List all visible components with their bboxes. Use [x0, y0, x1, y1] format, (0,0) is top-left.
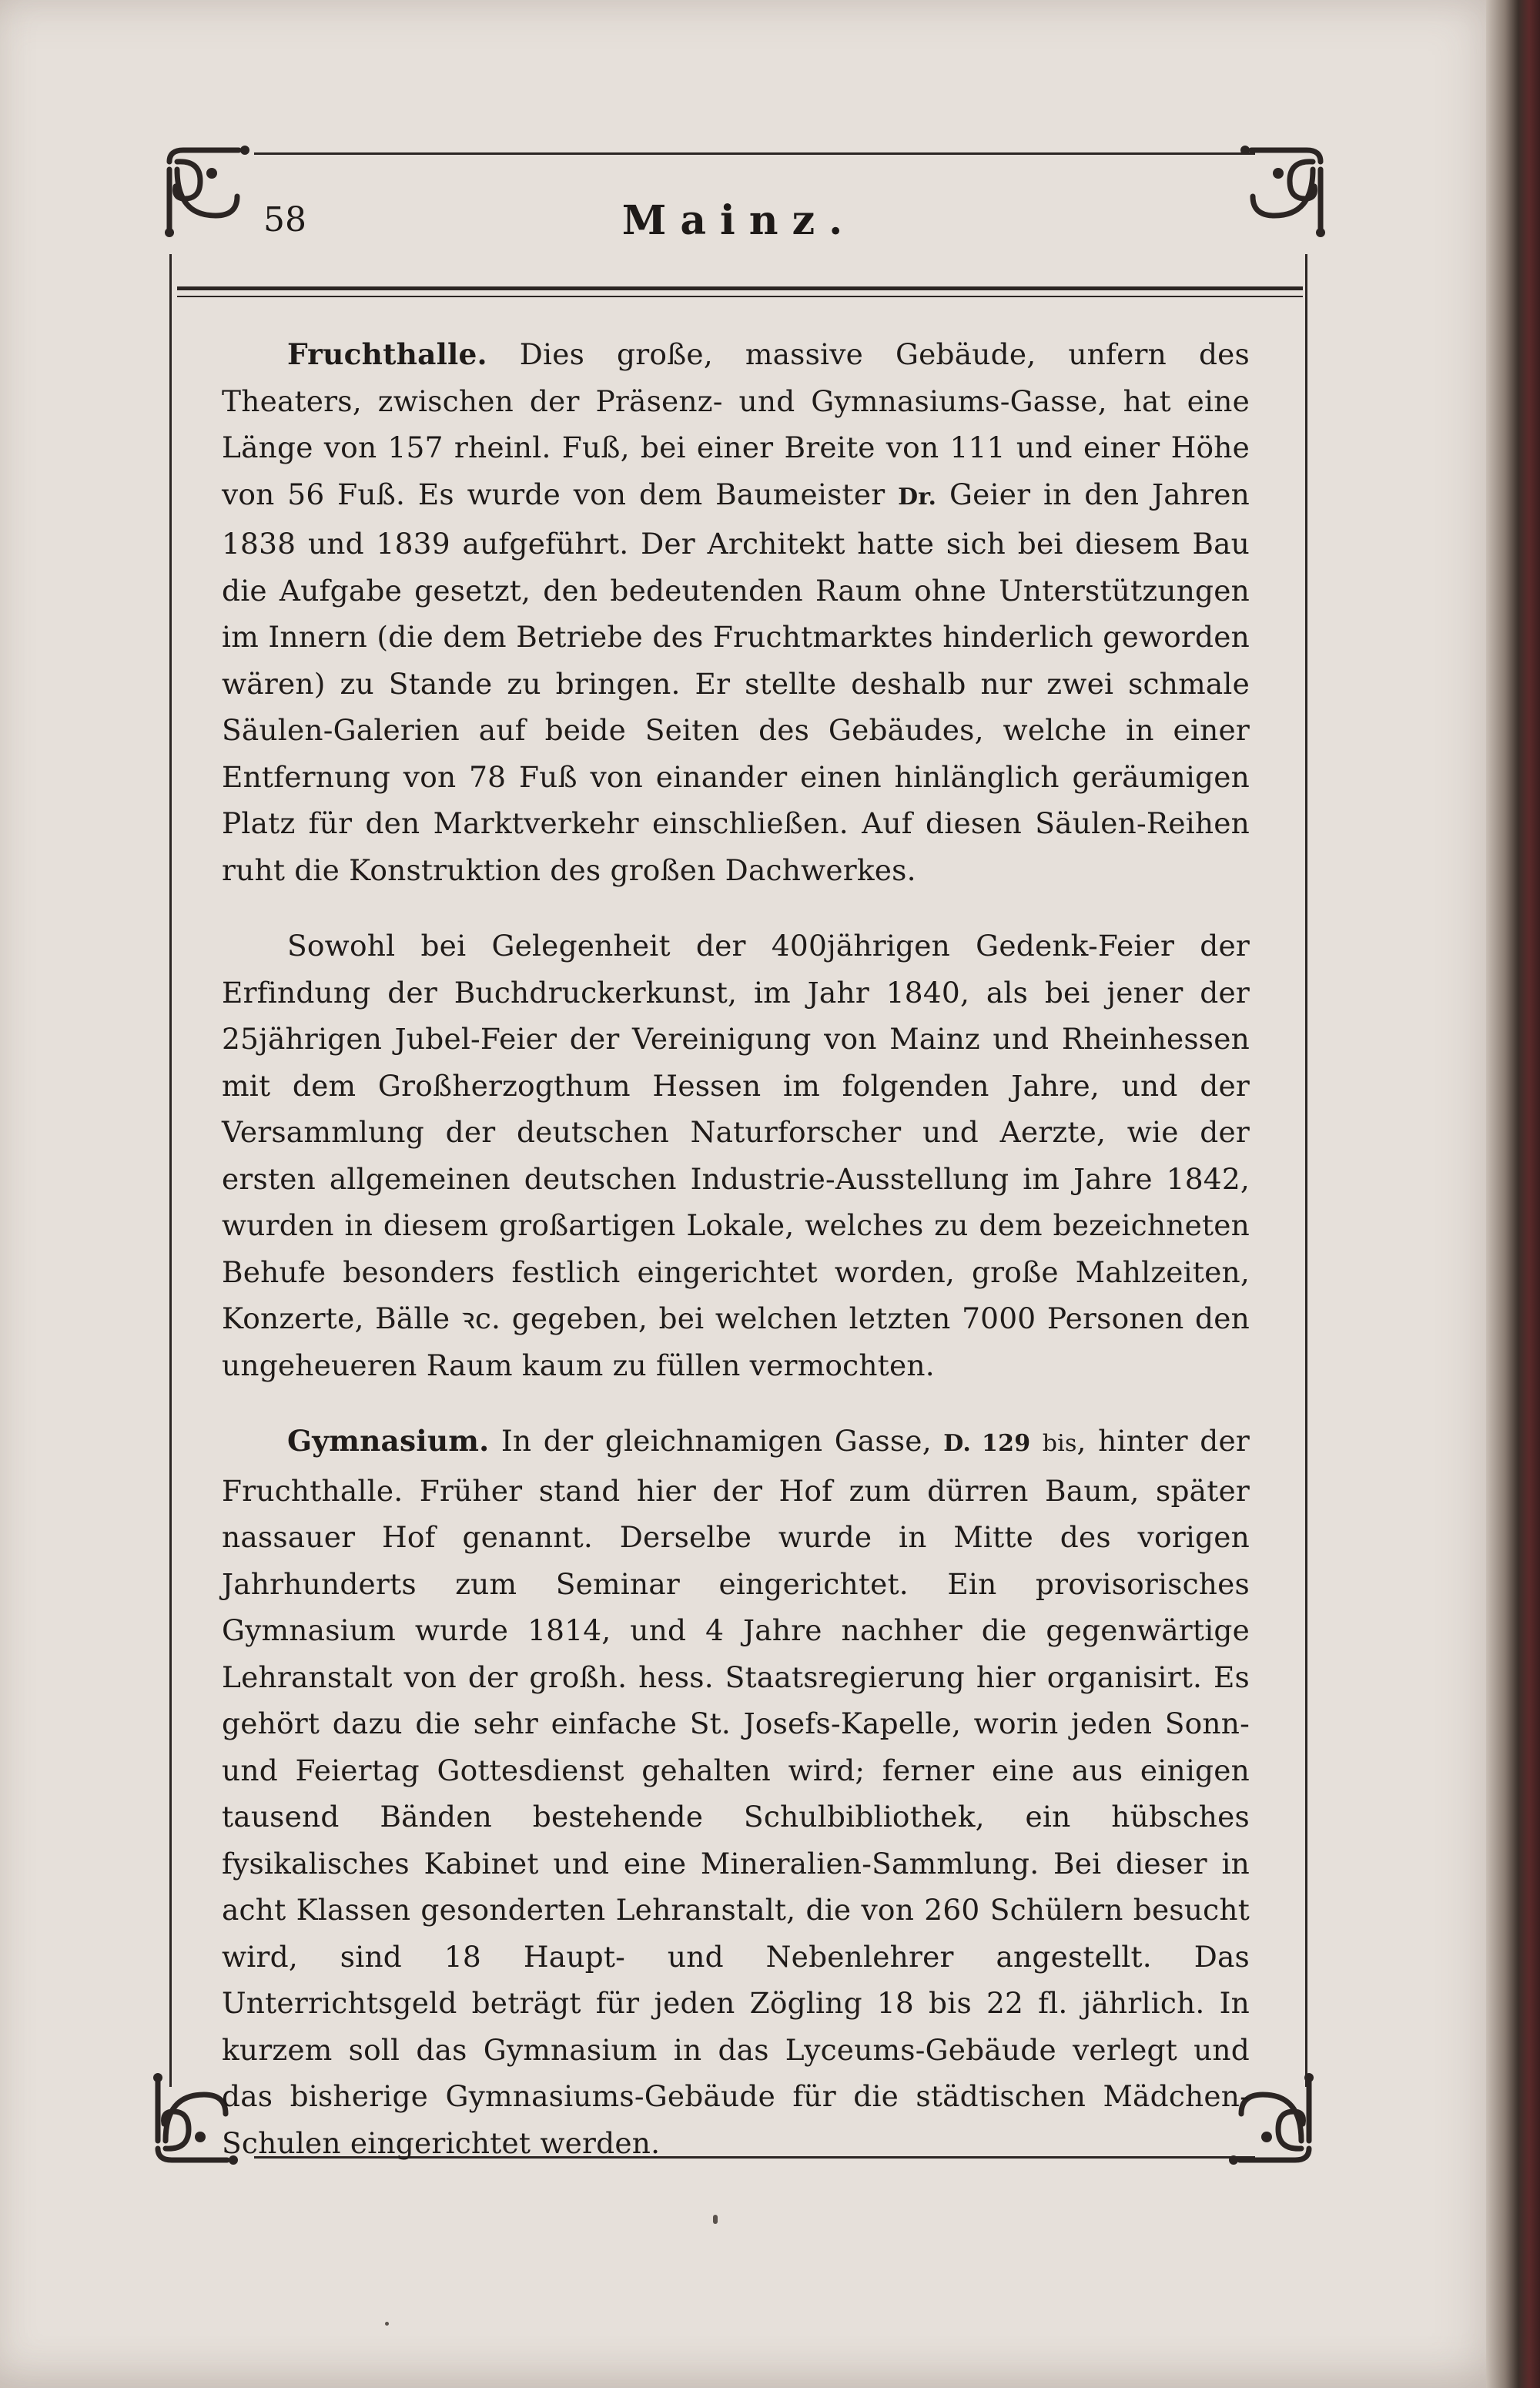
paragraph-text: Geier in den Jahren 1838 und 1839 aufgeführt. Der Architekt hatte sich bei diesem Bau die Aufgabe gesetzt, den bedeutenden Raum ohne Unterstützungen im Innern (die dem Betriebe des Fruchtmarktes hinderlich geworden wären) zu Stande zu bringen. Er stellte deshalb nur zwei schmale Säulen-Galerien auf beide Seiten des Gebäudes, welche in einer Entfernung von 78 Fuß von einander einen hinlänglich geräumigen Platz für den Marktverkehr einschließen. Auf diesen Säulen-Reihen ruht die Konstruktion des großen Dachwerkes. [222, 477, 1250, 887]
header-rule-thick [177, 286, 1303, 290]
ink-speck [385, 2322, 389, 2326]
abbreviation: Dr. [898, 483, 937, 511]
paragraph-fruchthalle [222, 331, 1250, 893]
frame-left-line [169, 254, 172, 2087]
paragraph-heading: Fruchthalle. [287, 337, 487, 371]
address-suffix: bis [1042, 1430, 1077, 1457]
paragraph-text: Sowohl bei Gelegenheit der 400jährigen Gedenk-Feier der Erfindung der Buchdruckerkunst, im Jahr 1840, als bei jener der 25jährigen Jubel-Feier der Vereinigung von Mainz und Rheinhessen mit dem Großherzogthum Hessen im folgenden Jahre, und der Versammlung der deutschen Naturforscher und Aerzte, wie der ersten allgemeinen deutschen Industrie-Ausstellung im Jahre 1842, wurden in diesem großartigen Lokale, welches zu dem bezeichneten Behufe besonders festlich eingerichtet worden, große Mahlzeiten, Konzerte, Bälle ꝛc. gegeben, bei welchen letzten 7000 Personen den ungeheueren Raum kaum zu füllen vermochten. [222, 929, 1250, 1382]
paragraph-text: , hinter der Fruchthalle. Früher stand hier der Hof zum dürren Baum, später nassauer Hof genannt. Derselbe wurde in Mitte des vorigen Jahrhunderts zum Seminar eingerichtet. Ein provisorisches Gymnasium wurde 1814, und 4 Jahre nachher die gegenwärtige Lehranstalt von der großh. hess. Staatsregierung hier organisirt. Es gehört dazu die sehr einfache St. Josefs-Kapelle, worin jeden Sonn- und Feiertag Gottesdienst gehalten wird; ferner eine aus einigen tausend Bänden bestehende Schulbibliothek, ein hübsches fysikalisches Kabinet und eine Mineralien-Sammlung. Bei dieser in acht Klassen gesonderten Lehranstalt, die von 260 Schülern besucht wird, sind 18 Haupt- und Nebenlehrer angestellt. Das Unterrichtsgeld beträgt für jeden Zögling 18 bis 22 fl. jährlich. In kurzem soll das Gymnasium in das Lyceums-Gebäude verlegt und das bisherige Gymnasiums-Gebäude für die städtischen Mädchen-Schulen eingerichtet werden. [222, 1424, 1250, 2160]
paragraph-gymnasium [222, 1418, 1250, 2166]
address-number: D. 129 [943, 1430, 1031, 1457]
paragraph-text: In der gleichnamigen Gasse, [500, 1424, 944, 1458]
paragraph-heading: Gymnasium. [287, 1424, 490, 1458]
ink-speck [713, 2215, 718, 2224]
page-number: 58 [263, 200, 306, 239]
paragraph-festivities [222, 923, 1250, 1388]
running-title: Mainz. [621, 197, 857, 244]
header-rule-thin [177, 296, 1303, 297]
frame-right-line [1305, 254, 1307, 2087]
paragraph-text: Dies große, massive Gebäude, unfern des Theaters, zwischen der Präsenz- und Gymnasiums-Gasse, hat eine Länge von 157 rheinl. Fuß, bei einer Breite von 111 und einer Höhe von 56 Fuß. Es wurde von dem Baumeister [222, 337, 1250, 511]
book-spine-edge [1486, 0, 1540, 2388]
running-header [177, 193, 1301, 254]
body-text [222, 331, 1250, 2166]
frame-top-line [254, 152, 1255, 155]
